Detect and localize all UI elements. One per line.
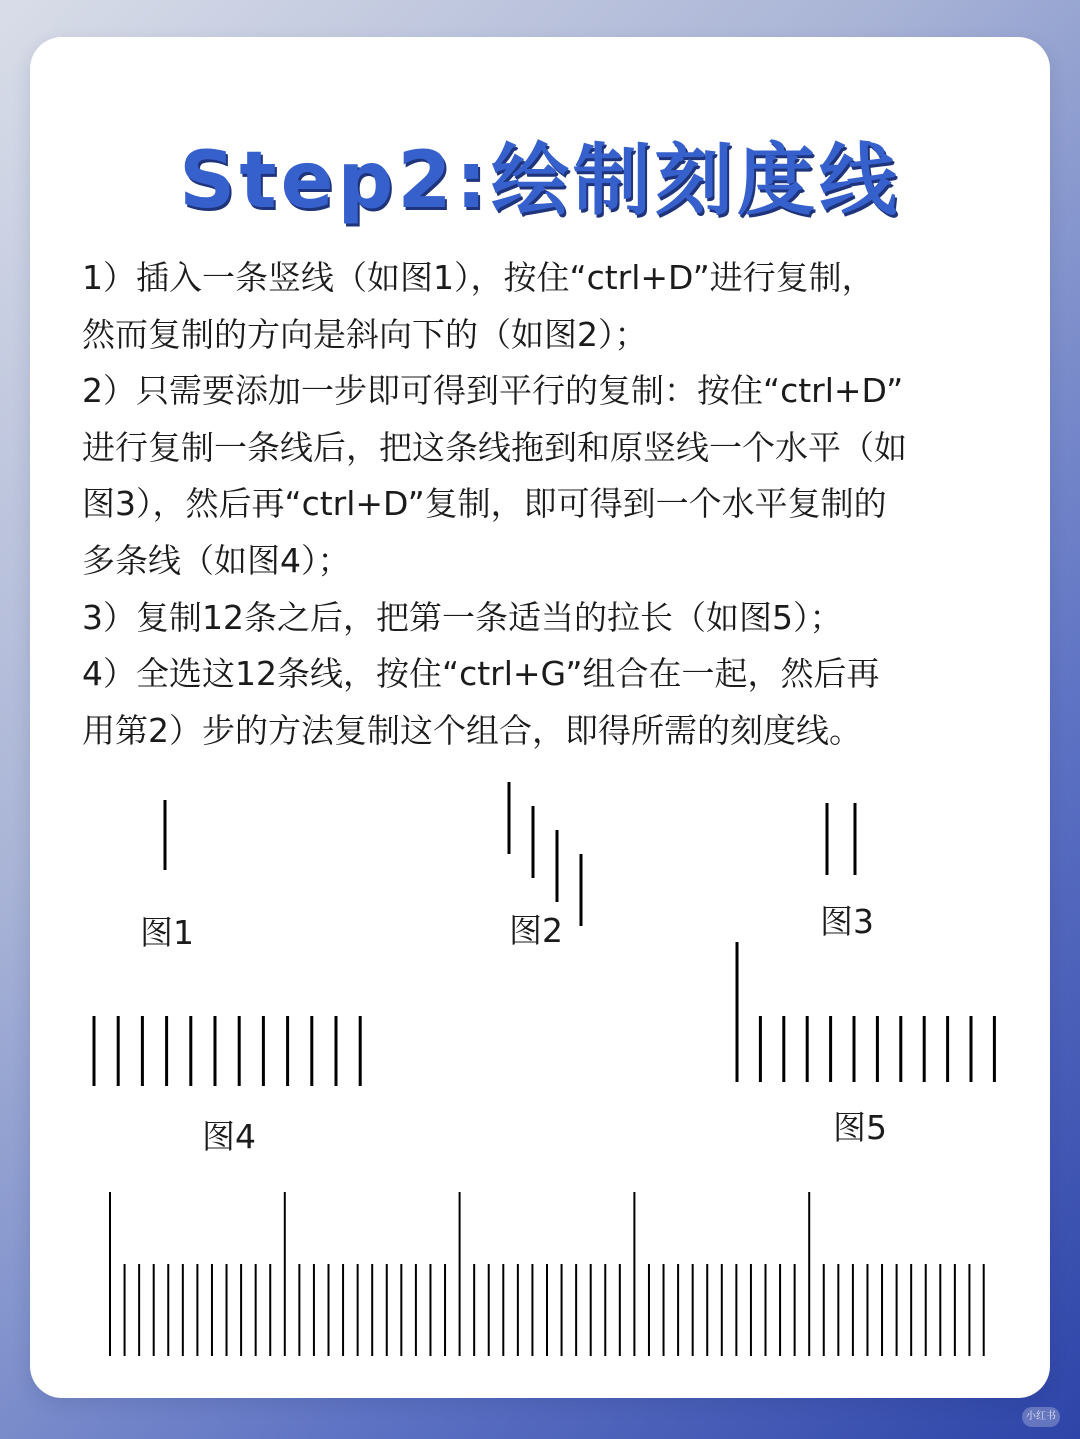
instruction-line: 多条线（如图4）； [82, 540, 351, 580]
instruction-line: 2）只需要添加一步即可得到平行的复制：按住“ctrl+D” [82, 371, 904, 411]
figure-1-label: 图1 [140, 913, 194, 952]
figure-3-lines [827, 803, 855, 875]
figure-4-lines [94, 1016, 360, 1086]
figure-3-label: 图3 [820, 902, 874, 941]
instruction-line: 1）插入一条竖线（如图1），按住“ctrl+D”进行复制， [82, 258, 875, 297]
figure-2-lines [509, 782, 581, 926]
instruction-line: 图3），然后再“ctrl+D”复制，即可得到一个水平复制的 [82, 484, 887, 524]
instruction-line: 进行复制一条线后，把这条线拖到和原竖线一个水平（如 [82, 427, 907, 467]
figure-2-label: 图2 [509, 911, 563, 950]
final-scale-lines [110, 1192, 984, 1356]
figure-5-lines [737, 942, 994, 1082]
instruction-line: 用第2）步的方法复制这个组合，即得所需的刻度线。 [82, 710, 862, 750]
watermark-logo: 小红书 [1022, 1407, 1060, 1427]
figure-4-label: 图4 [202, 1117, 256, 1156]
page-title: Step2:绘制刻度线 [179, 136, 901, 226]
instruction-line: 3）复制12条之后，把第一条适当的拉长（如图5）； [82, 597, 843, 637]
figure-5-label: 图5 [833, 1108, 887, 1147]
instruction-line: 4）全选这12条线，按住“ctrl+G”组合在一起，然后再 [82, 654, 880, 694]
instruction-line: 然而复制的方向是斜向下的（如图2）； [82, 314, 648, 354]
